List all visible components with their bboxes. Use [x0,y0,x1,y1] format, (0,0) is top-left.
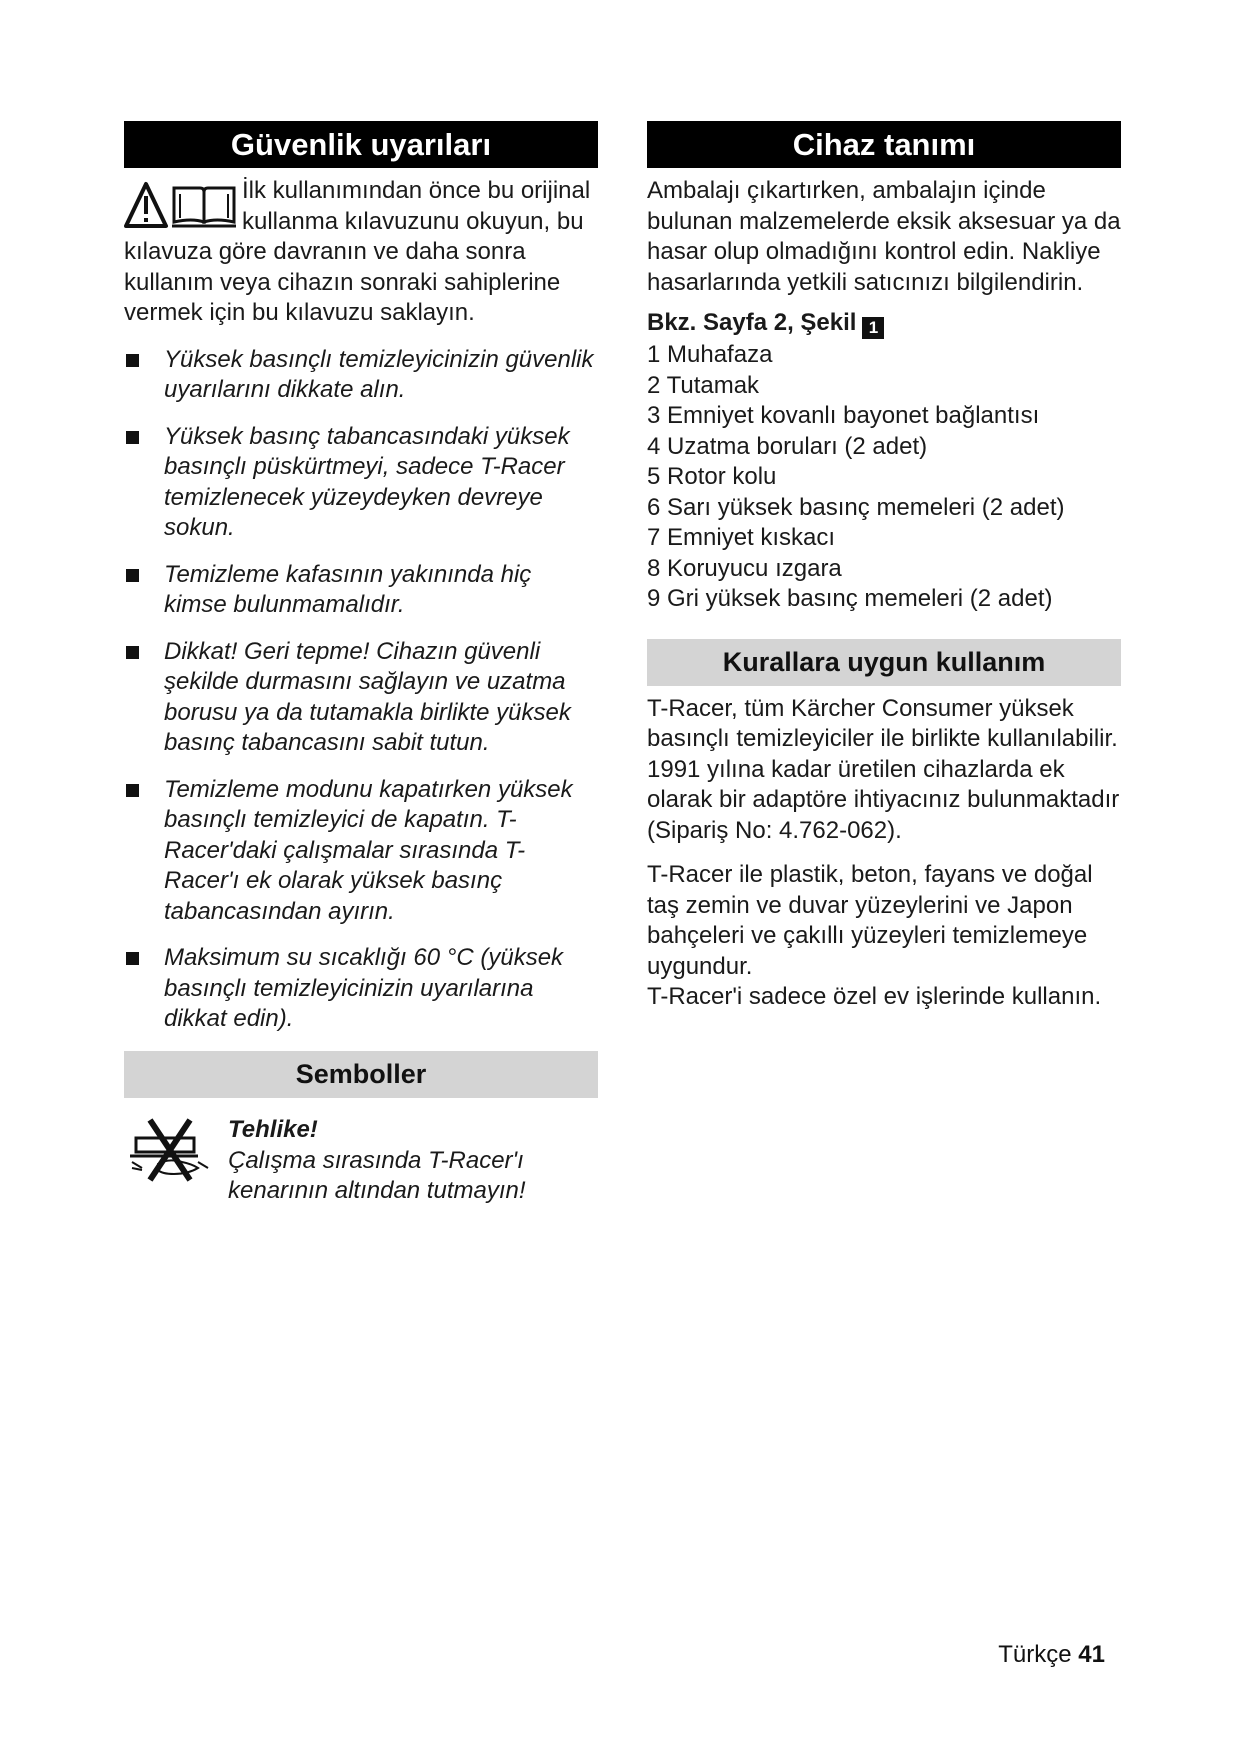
list-item: 3 Emniyet kovanlı bayonet bağlantısı [647,402,1040,429]
list-item: 2 Tutamak [647,371,760,399]
figure-number-badge: 1 [862,317,884,339]
no-hand-under-edge-icon [128,1116,212,1184]
list-item: Temizleme modunu kapatırken yüksek basınçlı temizleyici de kapatın. T-Racer'daki çalışmalar sırasında T-Racer'ı ek olarak yüksek basınç tabancasından ayırın. [124,775,598,928]
figure-reference-text: Bkz. Sayfa 2, Şekil [647,309,857,336]
unpack-text: Ambalajı çıkartırken, ambalajın içinde bulunan malzemelerde eksik aksesuar ya da hasar olup olmadığını kontrol edin. Nakliye hasarlarında yetkili satıcınızı bilgilendirin. [647,177,1121,296]
figure-reference [647,306,1121,340]
bullet-square-icon [126,354,139,367]
danger-text-block [228,1114,598,1207]
bullet-square-icon [126,431,139,444]
list-item: 7 Emniyet kıskacı [647,524,836,551]
bullet-square-icon [126,569,139,582]
page-footer [998,1641,1105,1669]
list-item: Dikkat! Geri tepme! Cihazın güvenli şekilde durmasını sağlayın ve uzatma borusu ya da tutamakla birlikte yüksek basınç tabancasını sabit tutun. [124,637,598,759]
left-column [124,121,598,1207]
danger-description: Çalışma sırasında T-Racer'ı kenarının altından tutmayın! [228,1146,526,1204]
list-item: 1 Muhafaza [647,341,773,368]
bullet-square-icon [126,646,139,659]
warning-read-manual-icon [124,178,236,232]
bullet-square-icon [126,784,139,797]
usage-text-2: T-Racer ile plastik, beton, fayans ve doğal taş zemin ve duvar yüzeylerini ve Japon bahçeleri ve çakıllı yüzeyleri temizlemeye uygundur. [647,861,1093,980]
list-item: Yüksek basınçlı temizleyicinizin güvenlik uyarılarını dikkate alın. [124,345,598,406]
list-item: 6 Sarı yüksek basınç memeleri (2 adet) [647,493,1065,521]
list-item: 8 Koruyucu ızgara [647,554,842,582]
list-item: Maksimum su sıcaklığı 60 °C (yüksek basınçlı temizleyicinizin uyarılarına dikkat edin). [124,943,598,1035]
footer-language: Türkçe [998,1641,1072,1668]
usage-text-3: T-Racer'i sadece özel ev işlerinde kullanın. [647,983,1102,1010]
list-item: Temizleme kafasının yakınında hiç kimse bulunmamalıdır. [124,560,598,621]
danger-symbol-row [124,1114,598,1207]
list-item: 9 Gri yüksek basınç memeleri (2 adet) [647,585,1053,612]
intro-block [124,176,598,329]
device-heading: Cihaz tanımı [647,121,1121,168]
bullet-square-icon [126,952,139,965]
intro-text: İlk kullanımından önce bu orijinal kullanma kılavuzunu okuyun, bu kılavuza göre davranın ve daha sonra kullanım veya cihazın sonraki sahiplerine vermek için bu kılavuzu saklayın. [124,177,591,326]
usage-heading: Kurallara uygun kullanım [647,639,1121,686]
parts-list [647,340,1121,615]
danger-title: Tehlike! [228,1115,318,1143]
list-item: 4 Uzatma boruları (2 adet) [647,432,928,460]
list-item: 5 Rotor kolu [647,463,777,490]
list-item: Yüksek basınç tabancasındaki yüksek basınçlı püskürtmeyi, sadece T-Racer temizlenecek yüzeydeyken devreye sokun. [124,422,598,544]
page-number: 41 [1078,1641,1105,1668]
symbols-heading: Semboller [124,1051,598,1098]
usage-text-1: T-Racer, tüm Kärcher Consumer yüksek basınçlı temizleyiciler ile birlikte kullanılabilir. 1991 yılına kadar üretilen cihazlarda ek olarak bir adaptöre ihtiyacınız bulunmaktadır (Sipariş No: 4.762-062). [647,694,1120,844]
right-column [647,121,1121,1013]
safety-heading: Güvenlik uyarıları [124,121,598,168]
safety-warnings-list [124,345,598,1035]
